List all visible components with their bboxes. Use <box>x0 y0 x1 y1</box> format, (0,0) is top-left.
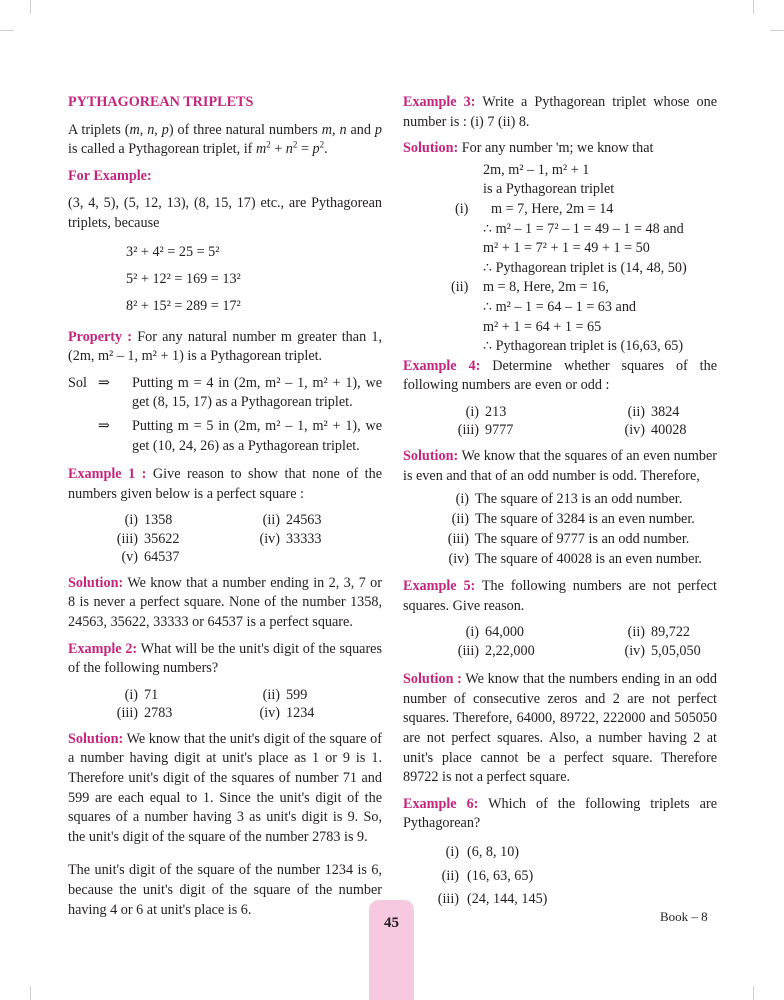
equation: 3² + 4² = 25 = 5² <box>126 243 220 260</box>
crop-mark <box>30 986 31 1000</box>
solution-line: ∴ m² – 1 = 7² – 1 = 49 – 1 = 48 and <box>483 220 684 237</box>
crop-mark <box>753 0 754 14</box>
equation: 8² + 15² = 289 = 17² <box>126 297 241 314</box>
sol-text: Putting m = 5 in (2m, m² – 1, m² + 1), we get (10, 24, 26) as a Pythagorean triplet. <box>132 417 382 454</box>
property-paragraph: Property : For any natural number m greater than 1, (2m, m² – 1, m² + 1) is a Pythagorean triplet. <box>68 328 383 365</box>
crop-mark <box>30 0 31 14</box>
example-1-options: (i) 1358 (ii) 24563 (iii) 35622 (iv) 33333 (v) 64537 <box>116 512 322 566</box>
list-item: (ii) The square of 3284 is an even number. <box>451 511 695 528</box>
page-number: 45 <box>384 915 399 931</box>
example-2: Example 2: What will be the unit's digit of the squares of the following numbers? <box>68 640 383 677</box>
example-1: Example 1 : Give reason to show that none of the numbers given below is a perfect square : <box>68 466 382 502</box>
examples-paragraph: (3, 4, 5), (5, 12, 13), (8, 15, 17) etc., are Pythagorean triplets, because <box>68 195 382 231</box>
sol-label: Sol <box>68 374 87 391</box>
example-5-solution: Solution : We know that the numbers ending in an odd number of consecutive zeros and 2 are not perfect squares. Therefore, 64000, 89722, 222000 and 505050 are not perfect squares. Also, a number having 2 at unit's place cannot be a perfect square. Therefore 89722 is not a perfect square. <box>403 671 717 786</box>
solution-line: m² + 1 = 7² + 1 = 49 + 1 = 50 <box>483 240 650 257</box>
book-label: Book – 8 <box>660 909 708 924</box>
solution-line: ∴ Pythagorean triplet is (16,63, 65) <box>483 338 684 355</box>
example-1-solution: Solution: We know that a number ending in 2, 3, 7 or 8 is never a perfect square. None of the number 1358, 24563, 35622, 33333 or 64537 is a perfect square. <box>68 574 382 630</box>
solution-line: 2m, m² – 1, m² + 1 <box>483 161 590 178</box>
example-2-options: (i) 71 (ii) 599 (iii) 2783 (iv) 1234 <box>116 686 315 722</box>
example-6: Example 6: Which of the following triplets are Pythagorean? <box>403 795 717 832</box>
sol-text: Putting m = 4 in (2m, m² – 1, m² + 1), we get (8, 15, 17) as a Pythagorean triplet. <box>132 374 382 411</box>
equation: 5² + 12² = 169 = 13² <box>126 270 241 287</box>
list-item: (i) The square of 213 is an odd number. <box>455 491 683 508</box>
solution-step-ii: (ii) m = 8, Here, 2m = 16, <box>451 279 609 296</box>
property-label: Property : <box>68 328 133 345</box>
solution-line: ∴ Pythagorean triplet is (14, 48, 50) <box>483 259 687 276</box>
example-4-answers <box>439 489 717 569</box>
example-3-solution: Solution: For any number 'm; we know that <box>403 140 654 157</box>
list-item: (i) (6, 8, 10) <box>445 844 520 861</box>
right-column <box>403 93 717 912</box>
example-5-options: (i) 64,000 (ii) 89,722 (iii) 2,22,000 (iv) 5,05,050 <box>457 624 701 659</box>
section-heading: PYTHAGOREAN TRIPLETS <box>68 94 254 110</box>
example-4-solution: Solution: We know that the squares of an even number is even and that of an odd number is odd. Therefore, <box>403 447 717 484</box>
example-4: Example 4: Determine whether squares of the following numbers are even or odd : <box>403 357 717 394</box>
example-2-solution: Solution: We know that the unit's digit of the square of a number having digit at unit's place as 1 or 9 is 1. Therefore unit's digit of the squares of number 71 and 599 are each equal to 1. Since the unit's digit of the squares of a number having 3 as unit's digit is 9. So, the unit's digit of the square of the number 2783 is 9. <box>68 730 382 845</box>
example-3: Example 3: Write a Pythagorean triplet whose one number is : (i) 7 (ii) 8. <box>403 94 717 130</box>
left-column <box>68 93 382 927</box>
list-item: (iii) The square of 9777 is an odd number. <box>447 531 690 548</box>
for-example-label: For Example: <box>68 167 152 184</box>
crop-mark <box>753 986 754 1000</box>
list-item: (iii) (24, 144, 145) <box>437 891 548 908</box>
solution-step-i: (i) m = 7, Here, 2m = 14 <box>455 200 614 217</box>
arrow-icon: ⇒ <box>98 374 110 391</box>
example-6-options <box>425 841 717 912</box>
solution-line: m² + 1 = 64 + 1 = 65 <box>483 318 602 335</box>
crop-mark <box>0 30 14 31</box>
list-item: (iv) The square of 40028 is an even number. <box>448 551 702 568</box>
example-4-options: (i) 213 (ii) 3824 (iii) 9777 (iv) 40028 <box>457 403 687 439</box>
solution-line: ∴ m² – 1 = 64 – 1 = 63 and <box>483 298 637 315</box>
list-item: (ii) (16, 63, 65) <box>441 867 534 884</box>
example-2-solution-continued: The unit's digit of the square of the number 1234 is 6, because the unit's digit of the square of the number having 4 or 6 at unit's place is 6. <box>68 862 382 918</box>
intro-paragraph: A triplets (m, n, p) of three natural numbers m, n and p is called a Pythagorean triplet, if $m^2 + n^2 = p^2$. <box>68 121 382 158</box>
example-5: Example 5: The following numbers are not perfect squares. Give reason. <box>403 578 717 614</box>
solution-line: is a Pythagorean triplet <box>483 181 615 198</box>
arrow-icon: ⇒ <box>98 417 110 434</box>
crop-mark <box>770 30 784 31</box>
sol-step <box>68 374 382 413</box>
sol-step <box>68 417 382 456</box>
